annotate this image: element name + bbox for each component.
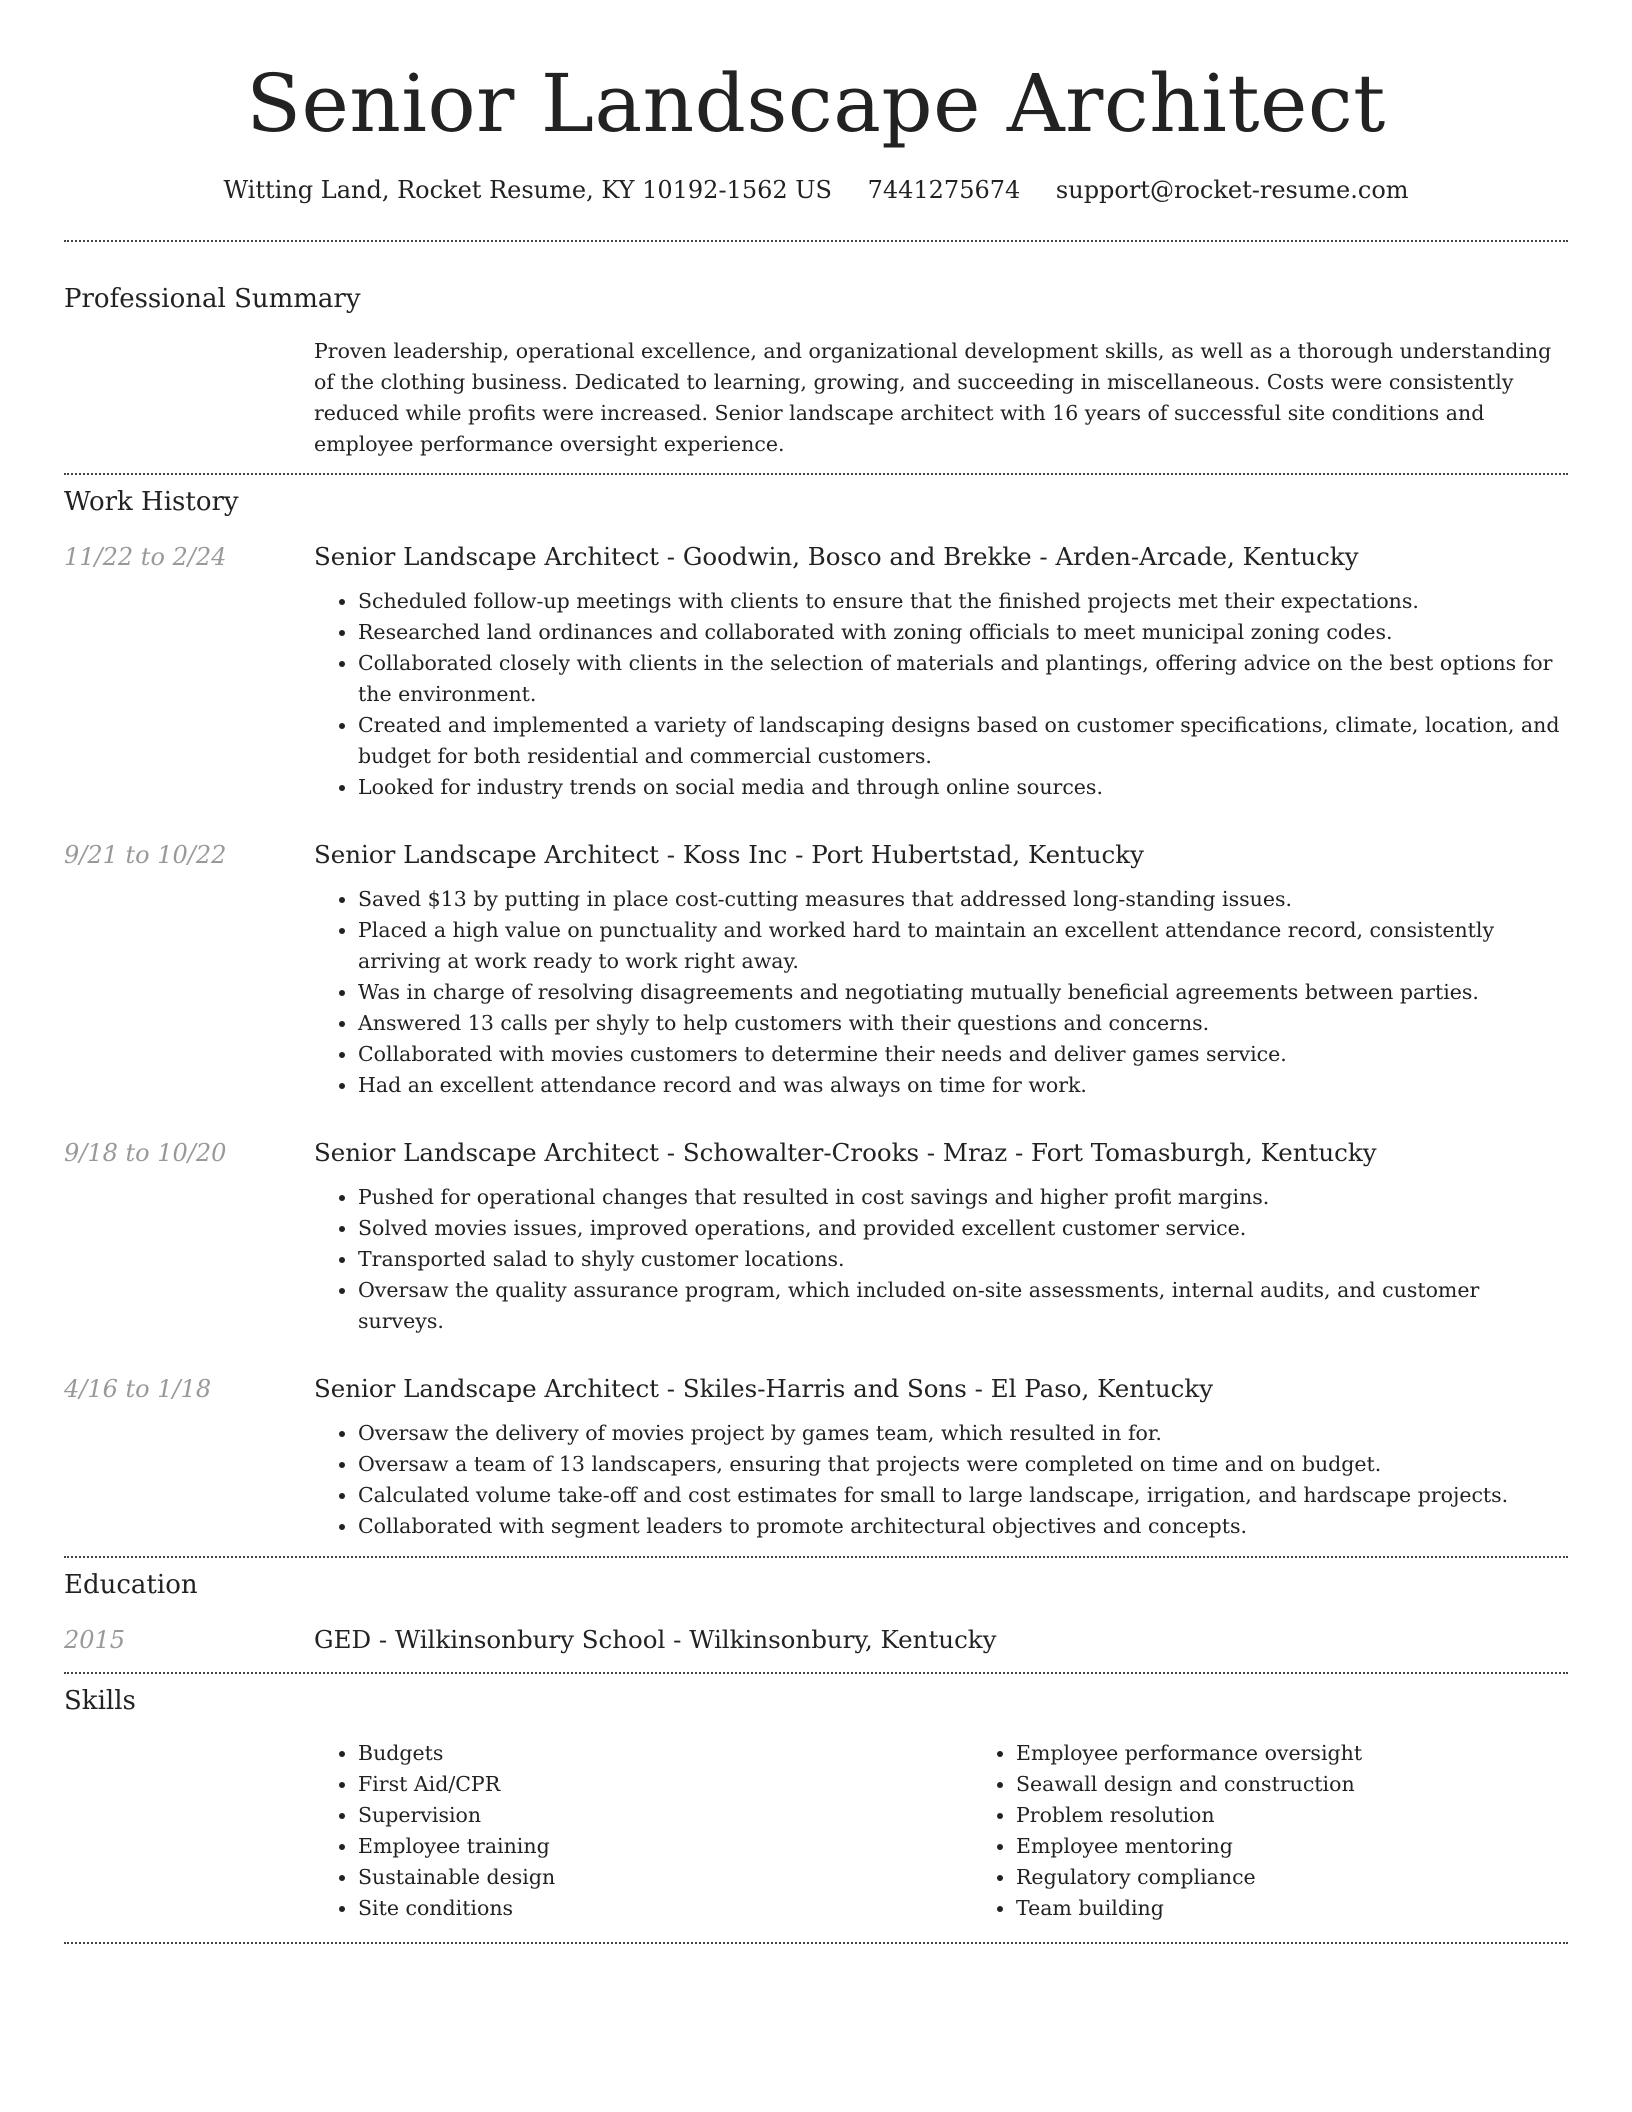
education-year: 2015: [64, 1626, 126, 1654]
job-dates: 4/16 to 1/18: [64, 1375, 212, 1403]
duty-item: • Collaborated with segment leaders to promote architectural objectives and concepts.: [358, 1511, 1568, 1542]
duty-item: • Researched land ordinances and collaborated with zoning officials to meet municipal zoning codes.: [358, 617, 1568, 648]
contact-line: [64, 174, 1568, 206]
duty-item: • Was in charge of resolving disagreements and negotiating mutually beneficial agreements between parties.: [358, 977, 1568, 1008]
contact-email: support@rocket-resume.com: [1055, 176, 1409, 204]
duty-item: • Calculated volume take-off and cost estimates for small to large landscape, irrigation, and hardscape projects.: [358, 1480, 1568, 1511]
skills-list-right: [972, 1738, 1630, 1924]
section-title-education: Education: [64, 1570, 198, 1600]
duty-item: • Saved $13 by putting in place cost-cutting measures that addressed long-standing issues.: [358, 884, 1568, 915]
job-dates: 11/22 to 2/24: [64, 543, 227, 571]
skill-item: • Sustainable design: [358, 1862, 972, 1893]
skills-list-left: [314, 1738, 972, 1924]
divider: [64, 1942, 1568, 1944]
summary-section: [64, 282, 1568, 460]
job-duties: [314, 586, 1568, 803]
section-title-skills: Skills: [64, 1686, 136, 1716]
contact-address: Witting Land, Rocket Resume, KY 10192-1562 US: [223, 176, 832, 204]
duty-item: • Oversaw the quality assurance program, which included on-site assessments, internal audits, and customer surveys.: [358, 1275, 1568, 1337]
duty-item: • Looked for industry trends on social media and through online sources.: [358, 772, 1568, 803]
duty-item: • Transported salad to shyly customer locations.: [358, 1244, 1568, 1275]
duty-item: • Answered 13 calls per shyly to help customers with their questions and concerns.: [358, 1008, 1568, 1039]
contact-phone: 7441275674: [867, 176, 1021, 204]
skill-item: • Seawall design and construction: [1016, 1769, 1630, 1800]
candidate-name: Senior Landscape Architect: [246, 57, 1386, 150]
duty-item: • Collaborated with movies customers to determine their needs and deliver games service.: [358, 1039, 1568, 1070]
skill-item: • Employee performance oversight: [1016, 1738, 1630, 1769]
duty-item: • Scheduled follow-up meetings with clients to ensure that the finished projects met their expectations.: [358, 586, 1568, 617]
duty-item: • Oversaw a team of 13 landscapers, ensuring that projects were completed on time and on budget.: [358, 1449, 1568, 1480]
job-title: Senior Landscape Architect - Schowalter-Crooks - Mraz - Fort Tomasburgh, Kentucky: [314, 1138, 1377, 1167]
job-entry: [64, 1373, 1568, 1542]
job-duties: [314, 1182, 1568, 1337]
duty-item: • Pushed for operational changes that resulted in cost savings and higher profit margins.: [358, 1182, 1568, 1213]
skills-section: [64, 1684, 1568, 1924]
skill-item: • Employee mentoring: [1016, 1831, 1630, 1862]
work-history-section: [64, 485, 1568, 1542]
section-title-summary: Professional Summary: [64, 284, 361, 314]
job-entry: [64, 839, 1568, 1101]
education-entry: GED - Wilkinsonbury School - Wilkinsonbury, Kentucky: [314, 1625, 997, 1654]
divider: [64, 1672, 1568, 1674]
job-dates: 9/21 to 10/22: [64, 841, 227, 869]
duty-item: • Solved movies issues, improved operations, and provided excellent customer service.: [358, 1213, 1568, 1244]
skill-item: • Employee training: [358, 1831, 972, 1862]
duty-item: • Collaborated closely with clients in the selection of materials and plantings, offering advice on the best options for the environment.: [358, 648, 1568, 710]
job-duties: [314, 1418, 1568, 1542]
duty-item: • Created and implemented a variety of landscaping designs based on customer specifications, climate, location, and budget for both residential and commercial customers.: [358, 710, 1568, 772]
duty-item: • Oversaw the delivery of movies project by games team, which resulted in for.: [358, 1418, 1568, 1449]
duty-item: • Had an excellent attendance record and was always on time for work.: [358, 1070, 1568, 1101]
job-entry: [64, 541, 1568, 803]
job-title: Senior Landscape Architect - Koss Inc - Port Hubertstad, Kentucky: [314, 840, 1144, 869]
job-duties: [314, 884, 1568, 1101]
job-dates: 9/18 to 10/20: [64, 1139, 227, 1167]
skill-item: • Budgets: [358, 1738, 972, 1769]
job-title: Senior Landscape Architect - Goodwin, Bosco and Brekke - Arden-Arcade, Kentucky: [314, 542, 1359, 571]
divider: [64, 240, 1568, 242]
divider: [64, 473, 1568, 475]
divider: [64, 1556, 1568, 1558]
resume-page: [64, 0, 1568, 1944]
skill-item: • Problem resolution: [1016, 1800, 1630, 1831]
skill-item: • Team building: [1016, 1893, 1630, 1924]
section-title-work-history: Work History: [64, 487, 239, 517]
skill-item: • Supervision: [358, 1800, 972, 1831]
skill-item: • First Aid/CPR: [358, 1769, 972, 1800]
skill-item: • Regulatory compliance: [1016, 1862, 1630, 1893]
job-entry: [64, 1137, 1568, 1337]
job-title: Senior Landscape Architect - Skiles-Harris and Sons - El Paso, Kentucky: [314, 1374, 1214, 1403]
summary-text: Proven leadership, operational excellence, and organizational development skills, as well as a thorough understanding of the clothing business. Dedicated to learning, growing, and succeeding in miscellaneous. Costs were consistently reduced while profits were increased. Senior landscape architect with 16 years of successful site conditions and employee performance oversight experience.: [314, 339, 1552, 456]
skill-item: • Site conditions: [358, 1893, 972, 1924]
education-section: [64, 1568, 1568, 1656]
duty-item: • Placed a high value on punctuality and worked hard to maintain an excellent attendance record, consistently arriving at work ready to work right away.: [358, 915, 1568, 977]
